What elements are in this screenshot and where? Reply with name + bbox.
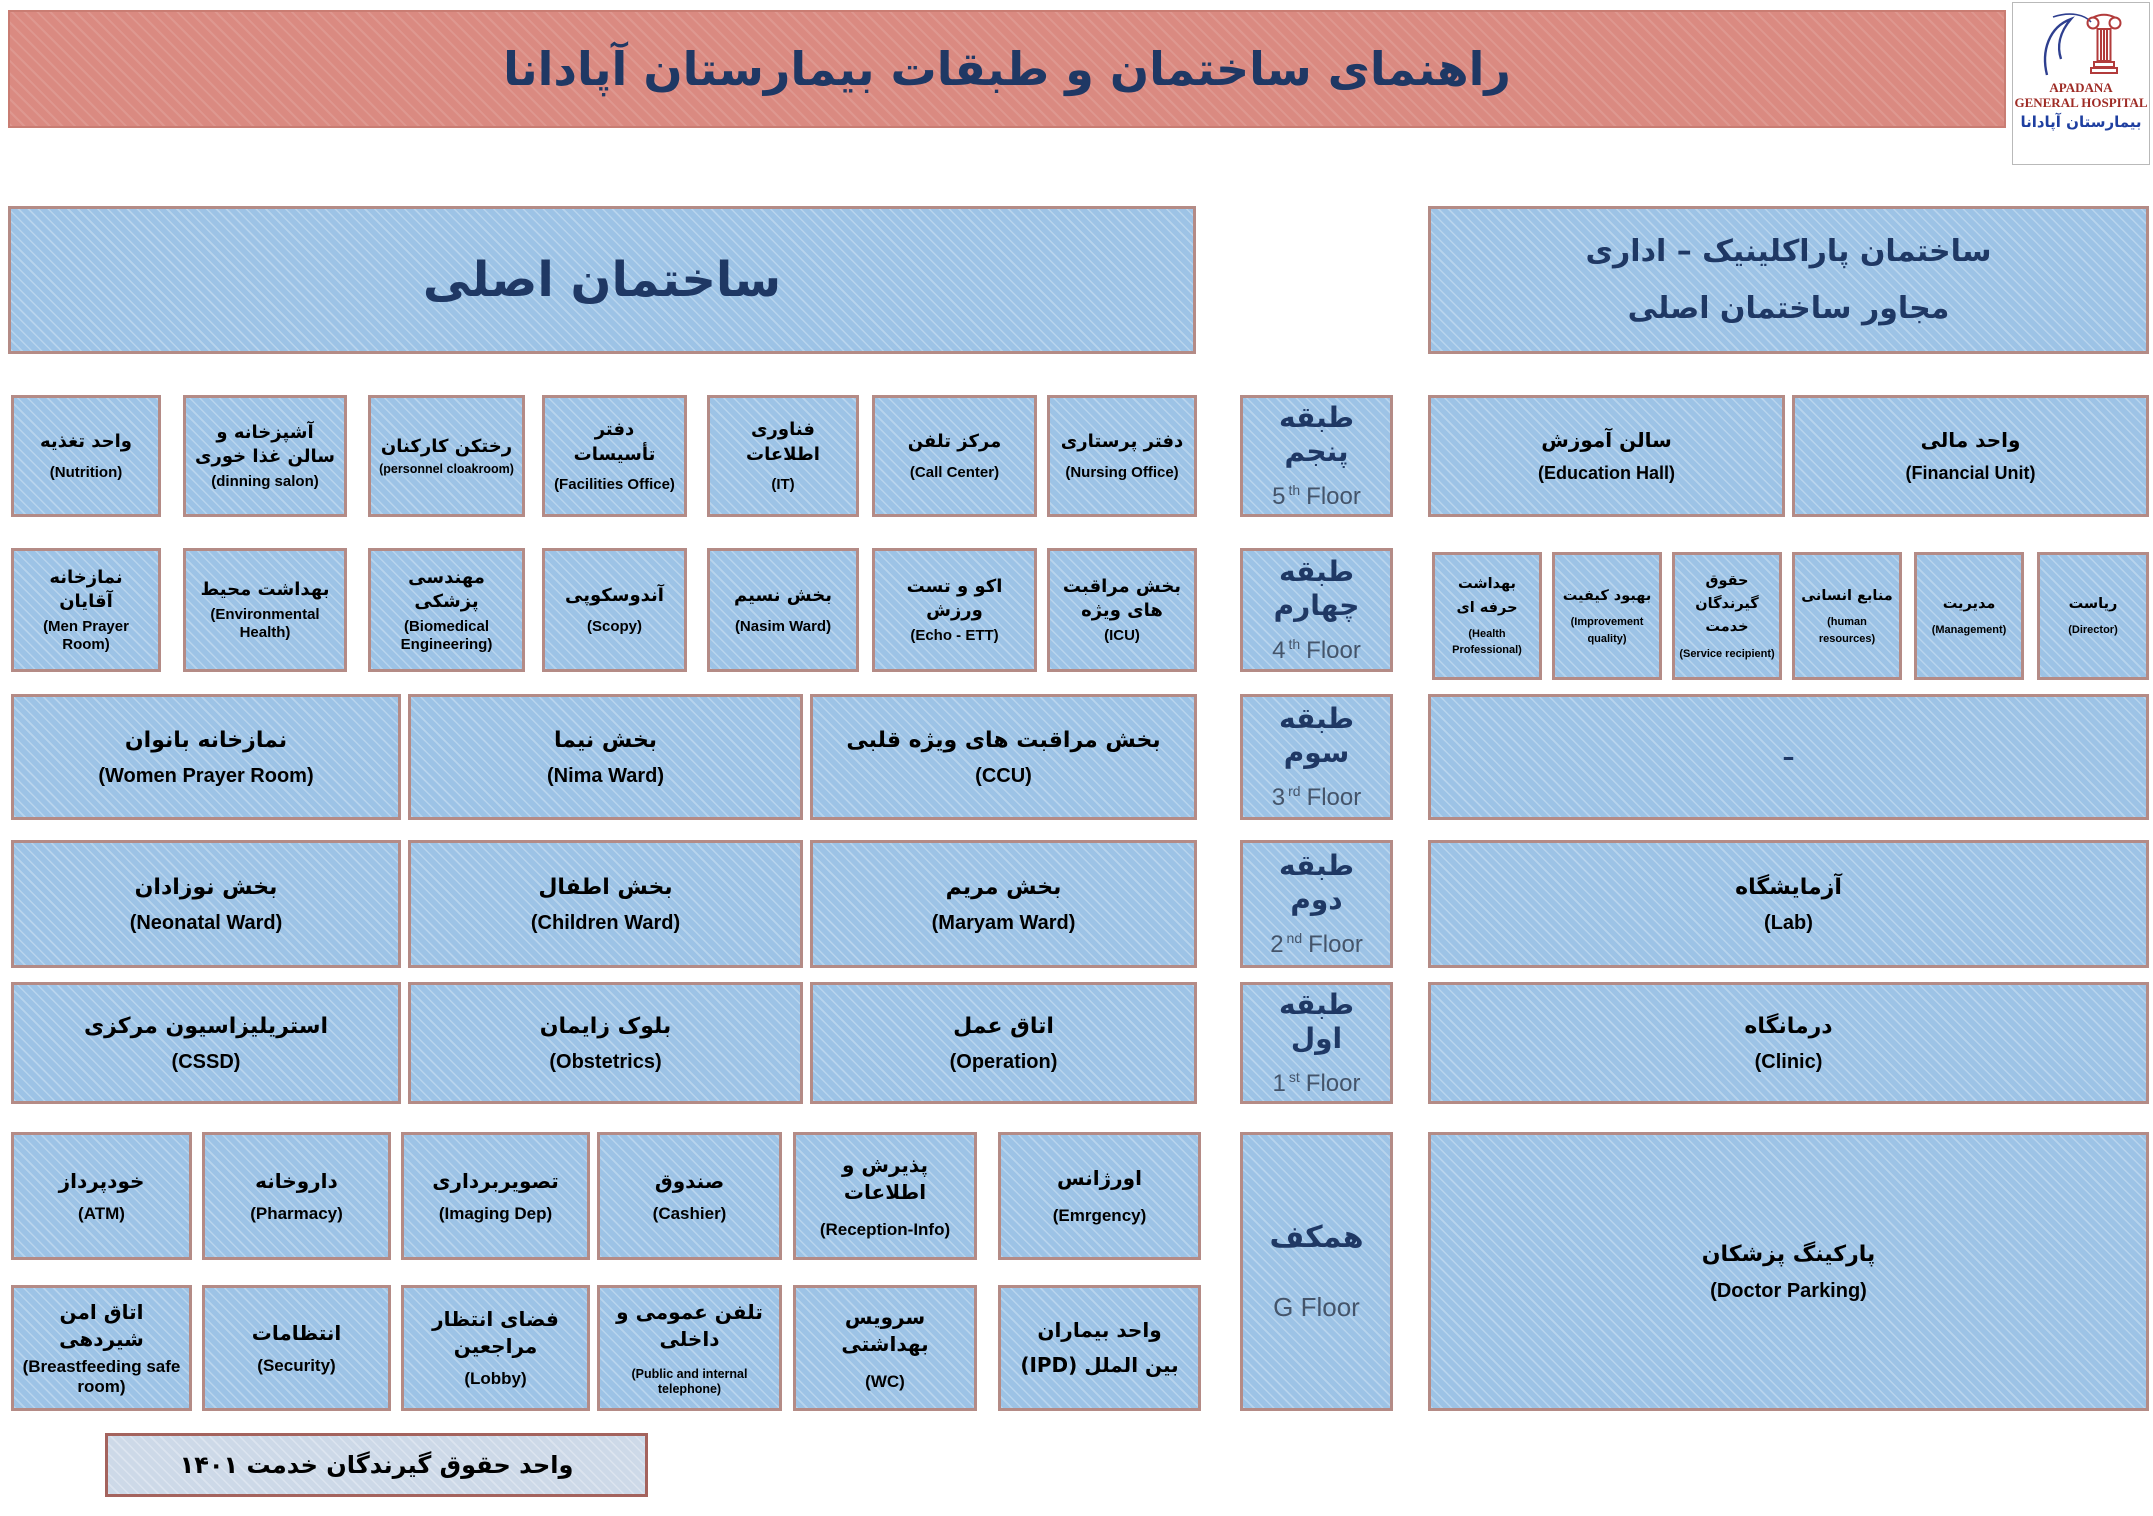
label-fa: واحد مالی [1920,428,2021,453]
label-en: (Men Prayer Room) [43,618,129,654]
label-en: (Financial Unit) [1905,463,2036,484]
apadana-column-icon [2033,9,2129,81]
floor-label-2 [1240,840,1393,968]
dept-children-ward [408,840,803,968]
label-en: (Service recipient) [1679,647,1775,660]
dept-facilities-office [542,395,687,517]
dept-call-center [872,395,1037,517]
dept-nima-ward [408,694,803,820]
label-en: (Reception-Info) [819,1219,951,1239]
label-fa: بخش نسیم [734,585,832,607]
dept-lobby [401,1285,590,1411]
label-fa: بهداشت محیط [200,578,330,600]
dept-maryam-ward [810,840,1197,968]
label-fa: داروخانه [255,1168,338,1193]
label-fa: صندوق [654,1168,725,1193]
dept-atm [11,1132,192,1260]
label-en: (Maryam Ward) [931,912,1076,935]
floor-fa: طبقه سوم [1279,701,1354,769]
label-en: (CSSD) [171,1051,241,1074]
dept-dinning-salon [183,395,347,517]
label-en: (Public and internal telephone) [631,1367,748,1396]
floor-en: 5 $^{th}$ Floor [1272,482,1361,511]
label-fa-en-mixed: بین الملل (IPD) [1020,1353,1179,1377]
label-en: (Biomedical Engineering) [400,618,493,654]
dept-obstetrics [408,982,803,1104]
dept-environmental-health [183,548,347,672]
label-fa: تلفن عمومی و داخلی [616,1300,763,1351]
label-en: (Breastfeeding safe room) [22,1356,181,1396]
label-fa: پارکینگ پزشکان [1701,1242,1876,1268]
dept-icu [1047,548,1197,672]
label-fa: بهبود کیفیت [1562,587,1652,604]
main-building-title: ساختمان اصلی [422,251,782,308]
label-fa: منابع انسانی [1801,587,1893,604]
label-en: (Environmental Health) [210,606,320,642]
page-title: راهنمای ساختمان و طبقات بیمارستان آپادانا [503,42,1511,96]
floor-fa: همکف [1269,1220,1364,1255]
dept-lab [1428,840,2149,968]
floor-en: 1 $^{st}$ Floor [1272,1069,1361,1098]
label-fa: نمازخانه آقایان [49,566,123,612]
label-en: (Lobby) [464,1369,527,1389]
label-en: (Improvement quality) [1570,616,1644,645]
label-en: (Director) [2068,624,2118,637]
label-fa: واحد تغذیه [40,431,132,453]
dept-it [707,395,859,517]
label-en: (Education Hall) [1537,463,1675,484]
label-fa: درمانگاه [1744,1013,1833,1039]
dept-financial-unit [1792,395,2149,517]
label-fa: پذیرش و اطلاعات [841,1152,928,1204]
dept-education-hall [1428,395,1785,517]
paraclinic-title-line1: ساختمان پاراکلینیک – اداری [1585,234,1992,269]
dept-breastfeeding-room [11,1285,192,1411]
label-fa: بهداشت حرفه ای [1456,576,1518,616]
label-en: (Clinic) [1754,1051,1823,1074]
label-fa: بخش مریم [945,874,1062,900]
label-en: (Nutrition) [49,463,123,481]
footer-credit-bar [105,1433,648,1497]
main-building-header [8,206,1196,354]
dept-personnel-cloakroom [368,395,525,517]
floor-label-g [1240,1132,1393,1411]
label-en: (Children Ward) [530,912,681,935]
logo-text-line1: APADANA [2049,80,2113,95]
logo-text-line2: GENERAL HOSPITAL [2014,94,2148,110]
label-fa: آشپزخانه و سالن غذا خوری [195,421,335,467]
dept-reception-info [793,1132,977,1260]
floor-fa: طبقه اول [1279,987,1354,1055]
label-fa: دفتر تأسیسات [573,419,656,465]
label-en: (Obstetrics) [549,1051,662,1074]
label-fa: آزمایشگاه [1735,874,1842,900]
label-fa: مدیریت [1942,596,1996,613]
label-en: (Emrgency) [1052,1206,1147,1226]
label-en: (Nursing Office) [1065,463,1179,481]
label-en: (WC) [865,1371,905,1391]
dept-neonatal-ward [11,840,401,968]
dept-imaging [401,1132,590,1260]
dept-pharmacy [202,1132,391,1260]
label-fa: مهندسی پزشکی [408,566,485,612]
label-fa: رختکن کارکنان [380,435,513,457]
floor-label-5 [1240,395,1393,517]
dept-ccu [810,694,1197,820]
label-fa: بلوک زایمان [539,1013,672,1039]
label-fa: انتظامات [251,1320,342,1345]
label-en: (Neonatal Ward) [129,912,283,935]
label-fa: بخش اطفال [538,874,673,900]
dept-service-recipient [1672,552,1782,680]
label-fa: اتاق عمل [953,1013,1054,1039]
label-en: (ATM) [78,1203,125,1223]
label-en: (Call Center) [909,463,1000,481]
label-fa: بخش مراقبت های ویژه قلبی [846,727,1161,753]
label-fa: نمازخانه بانوان [124,727,288,753]
label-fa: اتاق امن شیردهی [59,1299,144,1351]
dept-empty-dash [1428,694,2149,820]
dept-men-prayer-room [11,548,161,672]
label-fa: سالن آموزش [1541,428,1672,453]
floor-fa: طبقه چهارم [1273,554,1360,622]
dept-human-resources [1792,552,1902,680]
header-banner [8,10,2006,128]
dept-wc [793,1285,977,1411]
dept-public-telephone [597,1285,782,1411]
label-fa: سرویس بهداشتی [841,1304,929,1356]
dept-cashier [597,1132,782,1260]
footer-label: واحد حقوق گیرندگان خدمت ۱۴۰۱ [179,1450,574,1479]
label-en: (Operation) [949,1051,1058,1074]
floor-label-3 [1240,694,1393,820]
paraclinic-header [1428,206,2149,354]
label-en: (Health Professional) [1452,627,1522,657]
label-fa: دفتر پرستاری [1060,431,1184,453]
floor-label-4 [1240,548,1393,672]
label-en: (human resources) [1818,616,1876,645]
logo-text-fa: بیمارستان آپادانا [2020,112,2142,131]
label-en: (Cashier) [652,1203,727,1223]
label-fa: بخش مراقبت های ویژه [1062,575,1182,621]
label-fa: استریلیزاسیون مرکزی [83,1013,329,1039]
floor-en: 4 $^{th}$ Floor [1272,636,1361,665]
label-fa: اکو و تست ورزش [906,575,1003,621]
dept-doctor-parking [1428,1132,2149,1411]
label-en: (personnel cloakroom) [379,462,514,477]
label-fa: بخش نوزادان [134,874,278,900]
dash-placeholder: – [1782,743,1795,771]
dept-echo-ett [872,548,1037,672]
label-fa: فناوری اطلاعات [746,419,820,465]
dept-scopy [542,548,687,672]
label-en: (Doctor Parking) [1710,1279,1867,1302]
dept-ipd [998,1285,1201,1411]
hospital-logo [2012,2,2150,165]
label-en: (Security) [257,1355,336,1375]
paraclinic-title-line2: مجاور ساختمان اصلی [1627,291,1950,326]
dept-nasim-ward [707,548,859,672]
label-en: (Management) [1931,624,2007,637]
dept-management [1914,552,2024,680]
floor-en: 2 $^{nd}$ Floor [1270,930,1363,959]
floor-en: 3 $^{rd}$ Floor [1271,783,1362,812]
floor-label-1 [1240,982,1393,1104]
dept-director [2037,552,2149,680]
label-fa: حقوق گیرندگان خدمت [1695,572,1759,636]
dept-emergency [998,1132,1201,1260]
label-en: (Echo - ETT) [910,627,999,645]
label-en: (ICU) [1104,627,1140,645]
label-fa: بخش نیما [553,727,658,753]
label-en: (Pharmacy) [250,1203,343,1223]
label-fa: واحد بیماران [1037,1318,1162,1342]
label-en: (Nima Ward) [546,765,665,788]
dept-cssd [11,982,401,1104]
label-fa: تصویربرداری [432,1168,559,1193]
label-en: (IT) [771,475,795,493]
label-en: (dinning salon) [211,473,319,491]
label-en: (Facilities Office) [554,475,675,493]
label-fa: مرکز تلفن [907,431,1002,453]
dept-women-prayer-room [11,694,401,820]
label-en: (Lab) [1764,912,1813,935]
dept-security [202,1285,391,1411]
floor-en: G Floor [1273,1292,1360,1322]
floor-fa: طبقه پنجم [1279,400,1354,468]
floor-fa: طبقه دوم [1279,848,1354,916]
dept-nutrition [11,395,161,517]
dept-biomedical-engineering [368,548,525,672]
label-fa: اورژانس [1057,1166,1142,1191]
label-fa: ریاست [2068,596,2118,613]
label-en: (Women Prayer Room) [98,765,314,788]
label-fa: خودپرداز [58,1168,145,1193]
label-fa: فضای انتظار مراجعین [432,1307,559,1359]
label-en: (Nasim Ward) [734,617,832,635]
dept-operation [810,982,1197,1104]
label-en: (Scopy) [586,617,642,635]
label-en: (Imaging Dep) [438,1203,553,1223]
dept-improvement-quality [1552,552,1662,680]
label-fa: آندوسکوپی [565,585,664,607]
dept-clinic [1428,982,2149,1104]
dept-nursing-office [1047,395,1197,517]
dept-health-professional [1432,552,1542,680]
label-en: (CCU) [975,765,1032,788]
